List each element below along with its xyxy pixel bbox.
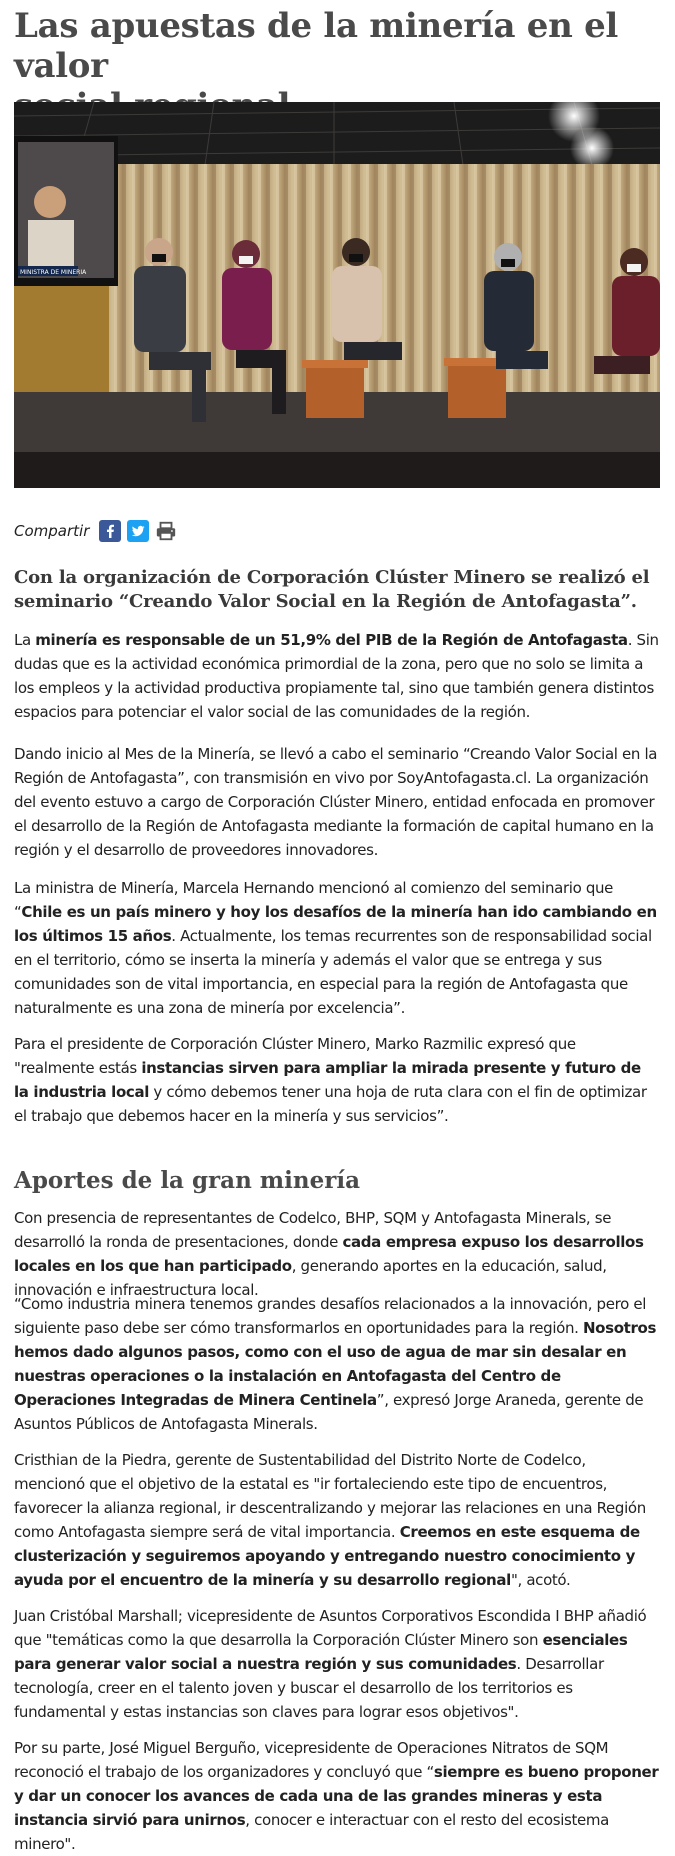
- paragraph-2: Dando inicio al Mes de la Minería, se llevó a cabo el seminario “Creando Valor Social en la Región de Antofagasta”, con transmisión en vivo por SoyAntofagasta.cl. La organización del evento estuvo a cargo de Corporación Clúster Minero, entidad enfocada en promover el desarrollo de la Región de Antofagasta mediante la formación de capital humano en la región y el desarrollo de proveedores innovadores.: [14, 745, 658, 859]
- section-title: Aportes de la gran minería: [14, 1167, 360, 1194]
- paragraph-8: Juan Cristóbal Marshall; vicepresidente de Asuntos Corporativos Escondida I BHP añadió que "temáticas como la que desarrolla la Corporación Clúster Minero son esenciales para generar valor social a nuestra región y sus comunidades. Desarrollar tecnología, creer en el talento joven y buscar el desarrollo de los territorios es fundamental y estas instancias son claves para lograr esos objetivos".: [14, 1607, 647, 1721]
- share-label: Compartir: [14, 522, 90, 540]
- facebook-icon[interactable]: [99, 520, 121, 542]
- article-lead: Con la organización de Corporación Clúster Minero se realizó el seminario “Creando Valor Social en la Región de Antofagasta”.: [14, 567, 650, 612]
- paragraph-4: Para el presidente de Corporación Clúster Minero, Marko Razmilic expresó que "realmente estás instancias sirven para ampliar la mirada presente y futuro de la industria local y cómo debemos tener una hoja de ruta clara con el fin de optimizar el trabajo que debemos hacer en la minería y sus servicios”.: [14, 1035, 647, 1125]
- paragraph-5: Con presencia de representantes de Codelco, BHP, SQM y Antofagasta Minerals, se desarrolló la ronda de presentaciones, donde cada empresa expuso los desarrollos locales en los que han participado, generando aportes en la educación, salud, innovación e infraestructura local.: [14, 1209, 644, 1299]
- page-title: Las apuestas de la minería en el valor: [14, 6, 619, 86]
- print-icon[interactable]: [155, 520, 177, 542]
- paragraph-1: La minería es responsable de un 51,9% del PIB de la Región de Antofagasta. Sin dudas que es la actividad económica primordial de la zona, pero que no solo se limita a los empleos y la actividad productiva propiamente tal, sino que también genera distintos espacios para potenciar el valor social de las comunidades de la región.: [14, 631, 659, 721]
- screen-caption: MINISTRA DE MINERIA: [20, 269, 87, 276]
- twitter-icon[interactable]: [127, 520, 149, 542]
- seminar-panel-photo: [14, 102, 660, 488]
- paragraph-6: “Como industria minera tenemos grandes desafíos relacionados a la innovación, pero el siguiente paso debe ser cómo transformarlos en oportunidades para la región. Nosotros hemos dado algunos pasos, como con el uso de agua de mar sin desalar en nuestras operaciones o la instalación en Antofagasta del Centro de Operaciones Integradas de Minera Centinela”, expresó Jorge Araneda, gerente de Asuntos Públicos de Antofagasta Minerals.: [14, 1295, 657, 1433]
- share-bar: [14, 518, 177, 544]
- hero-photo: [14, 102, 660, 488]
- paragraph-7: Cristhian de la Piedra, gerente de Sustentabilidad del Distrito Norte de Codelco, mencionó que el objetivo de la estatal es "ir fortaleciendo este tipo de encuentros, favorecer la alianza regional, ir descentralizando y mejorar las relaciones en una Región como Antofagasta siempre será de vital importancia. Creemos en este esquema de clusterización y seguiremos apoyando y entregando nuestro conocimiento y ayuda por el encuentro de la minería y su desarrollo regional", acotó.: [14, 1451, 646, 1589]
- paragraph-3: La ministra de Minería, Marcela Hernando mencionó al comienzo del seminario que “Chile es un país minero y hoy los desafíos de la minería han ido cambiando en los últimos 15 años. Actualmente, los temas recurrentes son de responsabilidad social en el territorio, cómo se inserta la minería y además el valor que se entrega y sus comunidades son de vital importancia, en especial para la región de Antofagasta que naturalmente es una zona de minería por excelencia”.: [14, 879, 657, 1017]
- paragraph-9: Por su parte, José Miguel Berguño, vicepresidente de Operaciones Nitratos de SQM reconoció el trabajo de los organizadores y concluyó que “siempre es bueno proponer y dar un conocer los avances de cada una de las grandes mineras y esta instancia sirvió para unirnos, conocer e interactuar con el resto del ecosistema minero".: [14, 1739, 659, 1853]
